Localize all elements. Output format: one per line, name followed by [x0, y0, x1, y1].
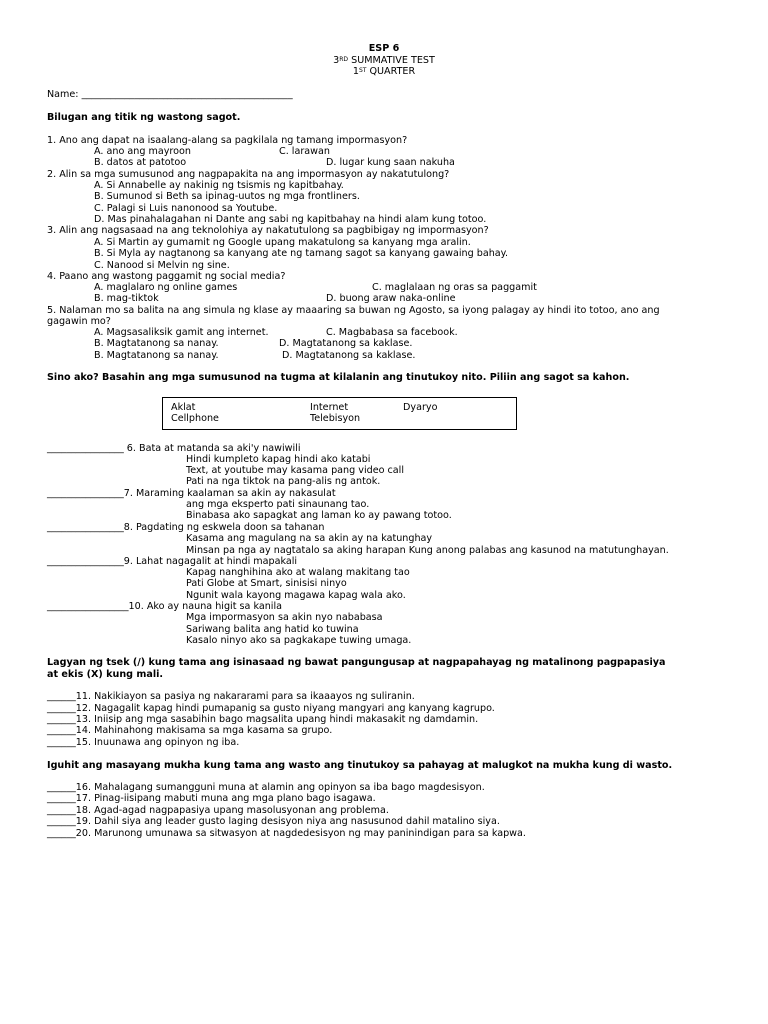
q5-choice-c: C. Magbabasa sa facebook.	[326, 327, 458, 338]
question-2: 2. Alin sa mga sumusunod ang nagpapakita na ang impormasyon ay nakatutulong?	[47, 169, 450, 180]
subject-title: ESP 6	[368, 43, 400, 54]
name-field[interactable]: Name: ____________________________________________	[47, 89, 293, 100]
statement-15[interactable]: ______15. Inuunawa ang opinyon ng iba.	[47, 737, 240, 748]
riddle-line: Binabasa ako sapagkat ang laman ko ay pawang totoo.	[186, 510, 452, 521]
riddle-line: Ngunit wala kayong magawa kapag wala ako.	[186, 590, 406, 601]
part1-instruction: Bilugan ang titik ng wastong sagot.	[47, 112, 241, 123]
riddle-10-blank[interactable]: _________________10. Ako ay nauna higit sa kanila	[47, 601, 282, 612]
riddle-line: Pati na nga tiktok na pang-alis ng antok.	[186, 476, 381, 487]
statement-19[interactable]: ______19. Dahil siya ang leader gusto laging desisyon niya ang nasusunod dahil matalino siya.	[47, 816, 500, 827]
riddle-line: Minsan pa nga ay nagtatalo sa aking harapan Kung anong palabas ang kasunod na matutunghayan.	[186, 545, 669, 556]
statement-12[interactable]: ______12. Nagagalit kapag hindi pumapanig sa gusto niyang mangyari ang kanyang kagrupo.	[47, 703, 495, 714]
question-3: 3. Alin ang nagsasaad na ang teknolohiya ay nakatutulong sa pagbibigay ng impormasyon?	[47, 225, 489, 236]
q4-choice-d: D. buong araw naka-online	[326, 293, 456, 304]
q4-choice-a: A. maglalaro ng online games	[94, 282, 238, 293]
riddle-line: Text, at youtube may kasama pang video call	[186, 465, 404, 476]
q2-choice-b: B. Sumunod si Beth sa ipinag-uutos ng mga frontliners.	[94, 191, 360, 202]
q1-choice-d: D. lugar kung saan nakuha	[326, 157, 455, 168]
question-5-cont: gagawin mo?	[47, 316, 111, 327]
riddle-line: ang mga eksperto pati sinaunang tao.	[186, 499, 370, 510]
part4-instruction: Iguhit ang masayang mukha kung tama ang wasto ang tinutukoy sa pahayag at malugkot na mukha kung di wasto.	[47, 760, 673, 771]
riddle-line: Kasama ang magulang na sa akin ay na katunghay	[186, 533, 433, 544]
q3-choice-c: C. Nanood si Melvin ng sine.	[94, 260, 230, 271]
choice-internet: Internet	[310, 402, 349, 413]
q2-choice-c: C. Palagi si Luis nanonood sa Youtube.	[94, 203, 278, 214]
question-5: 5. Nalaman mo sa balita na ang simula ng klase ay maaaring sa buwan ng Agosto, sa iyong palagay ay hindi ito totoo, ano ang	[47, 305, 660, 316]
statement-13[interactable]: ______13. Iniisip ang mga sasabihin bago magsalita upang hindi makasakit ng damdamin.	[47, 714, 479, 725]
statement-11[interactable]: ______11. Nakikiayon sa pasiya ng nakararami para sa ikaaayos ng suliranin.	[47, 691, 415, 702]
q1-choice-c: C. larawan	[279, 146, 330, 157]
choice-aklat: Aklat	[171, 402, 196, 413]
statement-20[interactable]: ______20. Marunong umunawa sa sitwasyon at nagdedesisyon ng may paninindigan para sa kapwa.	[47, 828, 526, 839]
quarter-title: 1ST QUARTER	[352, 66, 416, 77]
q2-choice-d: D. Mas pinahalagahan ni Dante ang sabi ng kapitbahay na hindi alam kung totoo.	[94, 214, 487, 225]
q4-choice-b: B. mag-tiktok	[94, 293, 159, 304]
q3-choice-a: A. Si Martin ay gumamit ng Google upang makatulong sa kanyang mga aralin.	[94, 237, 471, 248]
statement-16[interactable]: ______16. Mahalagang sumangguni muna at alamin ang opinyon sa iba bago magdesisyon.	[47, 782, 485, 793]
q3-choice-b: B. Si Myla ay nagtanong sa kanyang ate ng tamang sagot sa kanyang gawaing bahay.	[94, 248, 509, 259]
question-4: 4. Paano ang wastong paggamit ng social media?	[47, 271, 286, 282]
q5-choice-d: D. Magtatanong sa kaklase.	[279, 338, 413, 349]
riddle-line: Sariwang balita ang hatid ko tuwina	[186, 624, 359, 635]
statement-14[interactable]: ______14. Mahinahong makisama sa mga kasama sa grupo.	[47, 725, 333, 736]
riddle-line: Hindi kumpleto kapag hindi ako katabi	[186, 454, 371, 465]
riddle-line: Mga impormasyon sa akin nyo nababasa	[186, 612, 383, 623]
part3-instruction: Lagyan ng tsek (/) kung tama ang isinasaad ng bawat pangungusap at nagpapahayag ng matalinong pagpapasiya	[47, 657, 666, 668]
q5-choice-b-repeat: B. Magtatanong sa nanay.	[94, 350, 219, 361]
statement-18[interactable]: ______18. Agad-agad nagpapasiya upang masolusyonan ang problema.	[47, 805, 389, 816]
riddle-8-blank[interactable]: ________________8. Pagdating ng eskwela doon sa tahanan	[47, 522, 325, 533]
choice-telebisyon: Telebisyon	[310, 413, 361, 424]
part2-instruction: Sino ako? Basahin ang mga sumusunod na tugma at kilalanin ang tinutukoy nito. Piliin ang sagot sa kahon.	[47, 372, 630, 383]
q5-choice-d-repeat: D. Magtatanong sa kaklase.	[282, 350, 416, 361]
riddle-line: Kasalo ninyo ako sa pagkakape tuwing umaga.	[186, 635, 412, 646]
riddle-9-blank[interactable]: ________________9. Lahat nagagalit at hindi mapakali	[47, 556, 298, 567]
q5-choice-b: B. Magtatanong sa nanay.	[94, 338, 219, 349]
choice-dyaryo: Dyaryo	[403, 402, 438, 413]
test-title: 3RD SUMMATIVE TEST	[333, 55, 435, 66]
riddle-7-blank[interactable]: ________________7. Maraming kaalaman sa akin ay nakasulat	[47, 488, 336, 499]
q2-choice-a: A. Si Annabelle ay nakinig ng tsismis ng kapitbahay.	[94, 180, 344, 191]
question-1: 1. Ano ang dapat na isaalang-alang sa pagkilala ng tamang impormasyon?	[47, 135, 408, 146]
part3-instruction-cont: at ekis (X) kung mali.	[47, 669, 164, 680]
q5-choice-a: A. Magsasaliksik gamit ang internet.	[94, 327, 269, 338]
statement-17[interactable]: ______17. Pinag-iisipang mabuti muna ang mga plano bago isagawa.	[47, 793, 376, 804]
riddle-6-blank[interactable]: ________________ 6. Bata at matanda sa aki'y nawiwili	[47, 443, 301, 454]
riddle-line: Pati Globe at Smart, sinisisi ninyo	[186, 578, 347, 589]
choice-cellphone: Cellphone	[171, 413, 219, 424]
q4-choice-c: C. maglalaan ng oras sa paggamit	[372, 282, 537, 293]
q1-choice-b: B. datos at patotoo	[94, 157, 187, 168]
q1-choice-a: A. ano ang mayroon	[94, 146, 191, 157]
riddle-line: Kapag nanghihina ako at walang makitang tao	[186, 567, 410, 578]
